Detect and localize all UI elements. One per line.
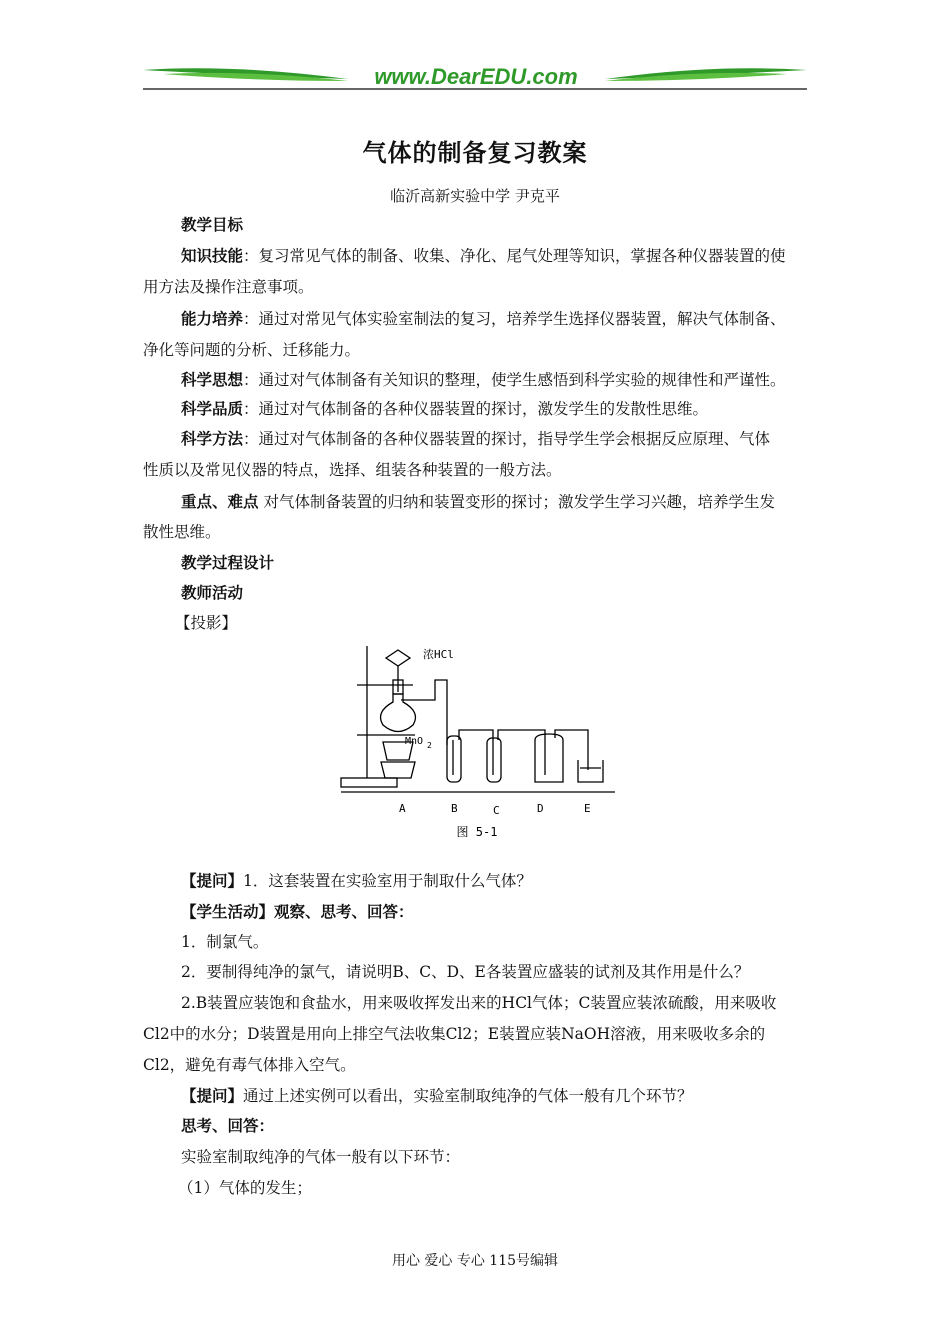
- gas-collecting-bottle: [535, 734, 563, 782]
- figure-caption: 图 5-1: [456, 825, 498, 839]
- page-footer: 用心 爱心 专心 115号编辑: [391, 1253, 559, 1269]
- label-conc-hcl: 浓HCl: [423, 648, 454, 661]
- thought-label: 科学思想: [181, 370, 244, 389]
- method-text-1: ：通过对气体制备的各种仪器装置的探讨，指导学生学会根据反应原理、气体: [243, 430, 771, 448]
- list-item-1: （1）气体的发生；: [178, 1179, 312, 1197]
- quality-text: ：通过对气体制备的各种仪器装置的探讨，激发学生的发散性思维。: [243, 400, 709, 418]
- goals-heading: 教学目标: [181, 215, 244, 234]
- method-paragraph-line-1: [181, 429, 807, 449]
- site-logo-text: www.DearEDU.com: [374, 64, 578, 89]
- student-activity-label: 【学生活动】观察、思考、回答：: [181, 902, 414, 921]
- skills-text-1: ：复习常见气体的制备、收集、净化、尾气处理等知识，掌握各种仪器装置的使: [243, 247, 786, 265]
- quality-paragraph: [181, 399, 807, 419]
- ability-text-2: 净化等问题的分析、迁移能力。: [143, 341, 361, 359]
- wash-tube-c: [487, 738, 501, 782]
- thought-paragraph: [181, 370, 807, 390]
- method-label: 科学方法: [181, 429, 244, 448]
- question-3-text: 通过上述实例可以看出，实验室制取纯净的气体一般有几个环节？: [243, 1087, 693, 1105]
- label-c: C: [493, 804, 500, 817]
- apparatus-e-absorber: [578, 760, 603, 782]
- ability-text-1: ：通过对常见气体实验室制法的复习，培养学生选择仪器装置，解决气体制备、: [243, 310, 786, 328]
- teacher-heading: 教师活动: [181, 583, 244, 602]
- header-banner: [143, 62, 807, 92]
- question-1-label: 【提问】: [181, 871, 244, 890]
- answer-3: 实验室制取纯净的气体一般有以下环节：: [181, 1148, 461, 1166]
- key-paragraph-line-1: [181, 492, 807, 512]
- quality-label: 科学品质: [181, 399, 244, 418]
- key-text-2: 散性思维。: [143, 523, 221, 541]
- ability-paragraph-line-1: [181, 309, 807, 329]
- gas-apparatus-diagram: [335, 640, 625, 850]
- question-1-text: 1．这套装置在实验室用于制取什么气体？: [243, 872, 532, 890]
- process-heading: 教学过程设计: [181, 553, 275, 572]
- author-line: 临沂高新实验中学 尹克平: [390, 187, 560, 205]
- apparatus-a-generator: [341, 646, 454, 787]
- think-answer-label: 思考、回答：: [181, 1116, 275, 1135]
- c-to-d-tube: [498, 730, 545, 775]
- answer-1: 1．制氯气。: [181, 933, 269, 951]
- question-3: [181, 1086, 807, 1106]
- answer-2-line-3: Cl2，避免有毒气体排入空气。: [143, 1056, 356, 1074]
- skills-text-2: 用方法及操作注意事项。: [143, 278, 314, 296]
- apparatus-d-collector: [535, 730, 588, 782]
- label-mno2-subscript: 2: [427, 741, 432, 750]
- answer-2-line-2: Cl2中的水分；D装置是用向上排空气法收集Cl2；E装置应装NaOH溶液，用来吸收多余的: [143, 1025, 766, 1043]
- question-2: 2．要制得纯净的氯气，请说明B、C、D、E各装置应盛装的试剂及其作用是什么？: [181, 963, 750, 981]
- apparatus-figure: [335, 640, 625, 850]
- answer-2-line-1: 2.B装置应装饱和食盐水，用来吸收挥发出来的HCl气体；C装置应装浓硫酸，用来吸收: [181, 994, 777, 1012]
- apparatus-b-wash-bottle: [447, 730, 493, 782]
- absorbing-beaker: [578, 760, 603, 782]
- wash-tube-b: [447, 736, 461, 782]
- label-d: D: [537, 802, 544, 815]
- key-label: 重点、难点: [181, 492, 259, 511]
- question-3-label: 【提问】: [181, 1086, 244, 1105]
- alcohol-lamp: [381, 762, 415, 778]
- document-title: 气体的制备复习教案: [362, 138, 588, 167]
- key-text-1: 对气体制备装置的归纳和装置变形的探讨；激发学生学习兴趣，培养学生发: [258, 493, 775, 511]
- label-b: B: [451, 802, 458, 815]
- skills-label: 知识技能: [181, 246, 244, 265]
- skills-paragraph-line-1: [181, 246, 807, 266]
- iron-stand-base: [341, 778, 397, 787]
- thought-text: ：通过对气体制备有关知识的整理，使学生感悟到科学实验的规律性和严谨性。: [243, 371, 786, 389]
- projection-label: 【投影】: [175, 614, 238, 632]
- question-1: [181, 871, 807, 891]
- dropping-funnel-bulb: [386, 650, 410, 666]
- label-mno2: MnO: [405, 736, 424, 747]
- method-text-2: 性质以及常见仪器的特点，选择、组装各种装置的一般方法。: [143, 461, 562, 479]
- b-to-c-tube: [459, 730, 493, 740]
- site-header: [143, 62, 807, 92]
- ability-label: 能力培养: [181, 309, 244, 328]
- label-a: A: [399, 802, 406, 815]
- label-e: E: [584, 802, 591, 815]
